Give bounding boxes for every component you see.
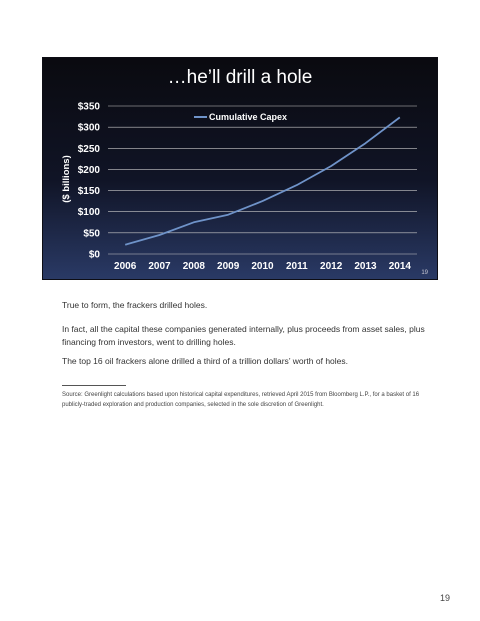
- x-tick-labels: [114, 261, 411, 272]
- x-tick-label: 2006: [114, 261, 137, 272]
- paragraph-2: In fact, all the capital these companies generated internally, plus proceeds from asset sales, plus financing from investors, went to drilling holes.: [62, 324, 425, 347]
- capex-line-chart: [42, 57, 438, 280]
- chart-grid: [108, 106, 417, 254]
- slide-number: 19: [421, 270, 428, 276]
- y-tick-label: $200: [77, 164, 100, 176]
- y-tick-label: $300: [77, 122, 100, 134]
- x-tick-label: 2014: [388, 261, 411, 272]
- chart-series: [125, 117, 400, 244]
- source-footnote: Source: Greenlight calculations based upon historical capital expenditures, retrieved April 2015 from Bloomberg L.P., for a basket of 16 publicly-traded exploration and production companies, selected in the sole discretion of Greenlight.: [62, 392, 420, 408]
- x-tick-label: 2013: [354, 261, 377, 272]
- y-tick-labels: [78, 102, 101, 261]
- y-tick-label: $350: [77, 101, 100, 113]
- x-tick-label: 2012: [320, 261, 343, 272]
- slide-title: …he’ll drill a hole: [167, 67, 313, 88]
- legend-label: Cumulative Capex: [209, 112, 288, 122]
- chart-legend: [194, 112, 287, 122]
- y-tick-label: $150: [77, 186, 100, 198]
- y-tick-label: $0: [88, 249, 100, 261]
- y-tick-label: $100: [77, 207, 100, 219]
- x-tick-label: 2007: [148, 261, 171, 272]
- x-tick-label: 2008: [182, 261, 205, 272]
- y-tick-label: $50: [83, 228, 100, 240]
- slide-image: [42, 57, 438, 280]
- y-axis-label: ($ billions): [61, 155, 72, 203]
- page-number: 19: [440, 593, 451, 603]
- y-tick-label: $250: [77, 143, 100, 155]
- paragraph-1: True to form, the frackers drilled holes.: [62, 300, 208, 310]
- x-tick-label: 2009: [217, 261, 240, 272]
- footnote-divider: [62, 385, 126, 386]
- series-line-cumulative-capex: [125, 117, 400, 244]
- paragraph-3: The top 16 oil frackers alone drilled a third of a trillion dollars’ worth of holes.: [62, 356, 348, 366]
- x-tick-label: 2010: [251, 261, 274, 272]
- x-tick-label: 2011: [285, 261, 308, 272]
